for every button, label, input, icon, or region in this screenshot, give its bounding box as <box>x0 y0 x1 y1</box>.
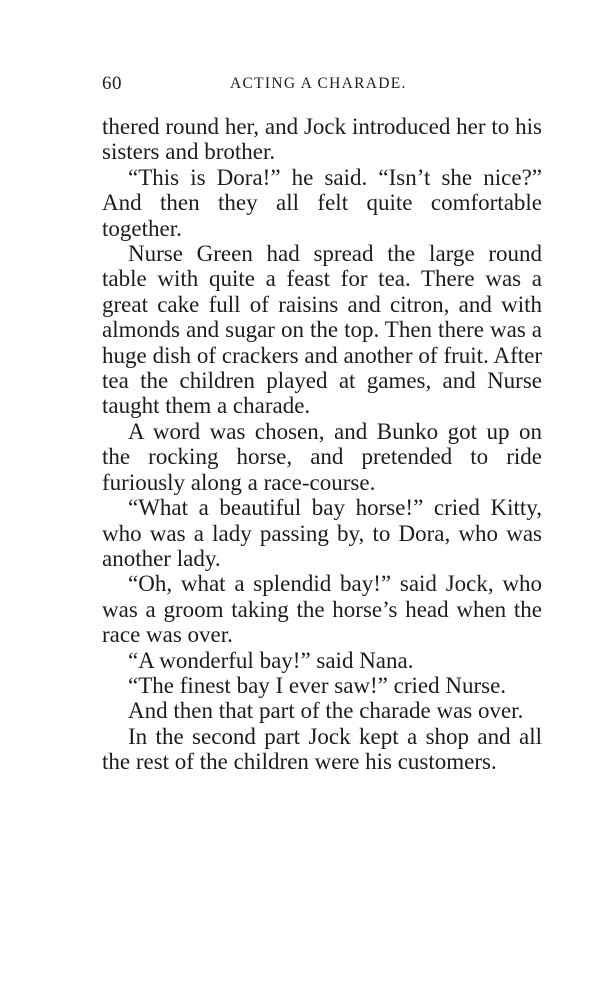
paragraph: “Oh, what a splendid bay!” said Jock, who was a groom taking the horse’s head when the race was over. <box>102 571 542 648</box>
running-title: ACTING A CHARADE. <box>230 75 407 92</box>
paragraph: “This is Dora!” he said. “Isn’t she nice?” And then they all felt quite comfortable together. <box>102 164 542 241</box>
page-number: 60 <box>102 73 122 94</box>
page-header <box>102 73 542 99</box>
paragraph: And then that part of the charade was over. <box>128 698 524 724</box>
paragraph: “What a beautiful bay horse!” cried Kitty, who was a lady passing by, to Dora, who was another lady. <box>102 495 542 571</box>
paragraph: In the second part Jock kept a shop and all the rest of the children were his customers. <box>102 723 542 775</box>
paragraph: “A wonderful bay!” said Nana. <box>128 647 414 673</box>
paragraph: A word was chosen, and Bunko got up on the rocking horse, and pretended to ride furiously along a race-course. <box>102 418 542 495</box>
paragraph-continued: thered round her, and Jock introduced her to his sisters and brother. <box>102 114 542 165</box>
page-body <box>102 114 542 775</box>
paragraph: Nurse Green had spread the large round table with quite a feast for tea. There was a great cake full of raisins and citron, and with almonds and sugar on the top. Then there was a huge dish of crackers and another of fruit. After tea the children played at games, and Nurse taught them a charade. <box>102 241 542 419</box>
paragraph: “The finest bay I ever saw!” cried Nurse. <box>128 672 507 698</box>
